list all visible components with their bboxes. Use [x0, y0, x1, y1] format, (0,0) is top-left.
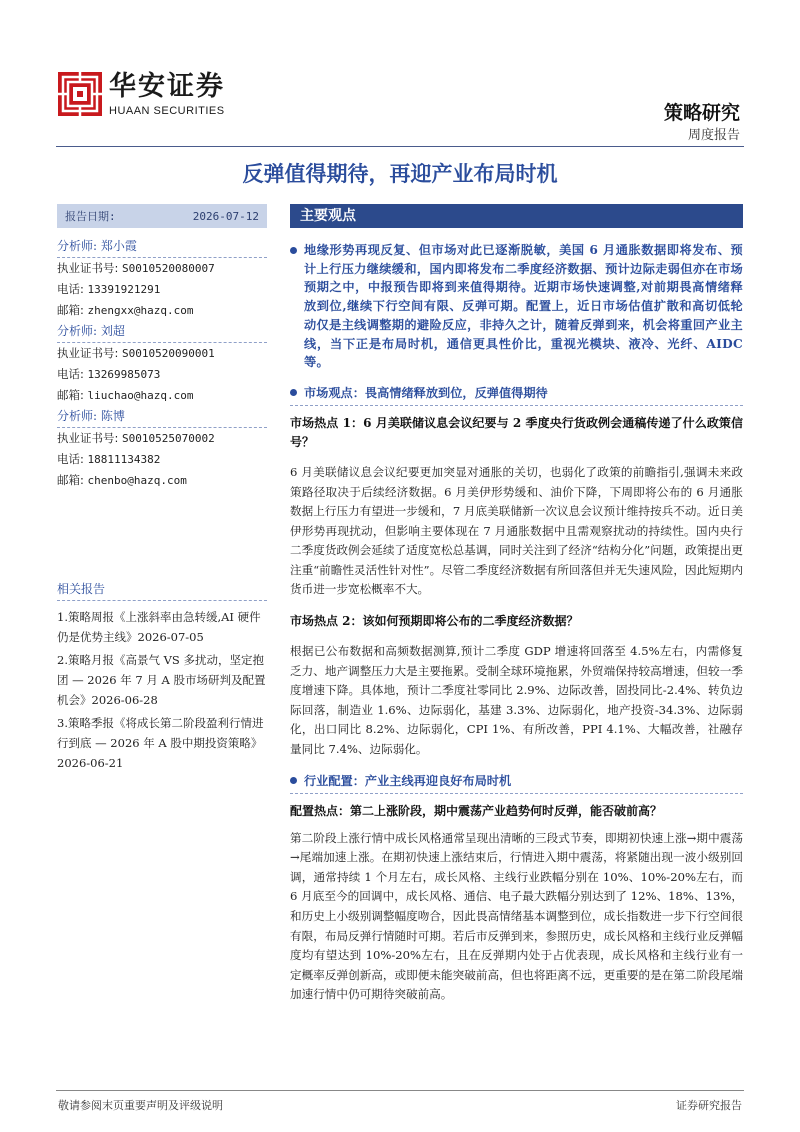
report-date-value: 2026-07-12: [192, 209, 259, 223]
dashed-divider: [290, 405, 743, 406]
company-logo: [57, 71, 225, 117]
summary-text: 地缘形势再现反复、但市场对此已逐渐脱敏，美国 6 月通胀数据即将发布、预计上行压力继续缓和，国内即将发布二季度经济数据、预计边际走弱但亦在市场预期之中，中报预告即将到来值得期待。近期市场快速调整,对前期畏高情绪释放到位,继续下行空间有限、反弹可期。配置上，近日市场估值扩散和高切低轮动仅是主线调整期的避险反应，非持久之计，随着反弹到来，机会将重回产业主线，当下正是布局时机，通信更具性价比，重视光模块、液冷、光纤、AIDC 等。: [304, 243, 743, 370]
phone-number: 13269985073: [87, 368, 161, 381]
certificate-number: S0010520080007: [122, 262, 215, 275]
hot-topic-question: 配置热点：第二上涨阶段，期中震荡产业趋势何时反弹，能否破前高？: [290, 803, 663, 818]
report-date-bar: [57, 204, 267, 228]
report-category: 策略研究: [663, 102, 740, 124]
footer-divider: [56, 1090, 744, 1091]
analyst-info: 执业证书号: S0010525070002 电话: 18811134382 邮箱: chenbo@hazq.com: [57, 431, 215, 487]
report-date-label: 报告日期:: [65, 210, 116, 223]
phone-number: 18811134382: [87, 453, 161, 466]
hot-topic-question: 市场热点 1：6 月美联储议息会议纪要与 2 季度央行货政例会通稿传递了什么政策信号？: [290, 415, 743, 449]
bullet-icon: [290, 389, 297, 396]
analyst-info: 执业证书号: S0010520090001 电话: 13269985073 邮箱: liuchao@hazq.com: [57, 346, 215, 402]
main-content: [290, 204, 743, 1005]
email-link[interactable]: chenbo@hazq.com: [87, 474, 187, 487]
phone-number: 13391921291: [87, 283, 161, 296]
hot-topic-paragraph: 6 月美联储议息会议纪要更加突显对通胀的关切，也弱化了政策的前瞻指引,强调未来政策路径取决于后续经济数据。6 月美伊形势缓和、油价下降，下周即将公布的 6 月通胀数据上行压力有望进一步缓和，7 月底美联储新一次议息会议预计维持按兵不动。近日美伊形势再现扰动，但影响主要体现在 7 月通胀数据中且需观察扰动的持续性。国内央行二季度货政例会延续了适度宽松总基调，同时关注到了经济“结构分化”问题，政策提出更注重“前瞻性灵活性针对性”。尽管二季度经济数据有所回落但并无失速风险，因此短期内货币进一步宽松概率不大。: [290, 464, 743, 597]
hot-topic-paragraph: 根据已公布数据和高频数据测算,预计二季度 GDP 增速将回落至 4.5%左右，内需修复乏力、地产调整压力大是主要拖累。受制全球环境拖累，外贸端保持较高增速，但较一季度增速下降。具体地，预计二季度社零同比 2.9%、边际改善，固投同比-2.4%、转负边际回落，制造业 1.6%、边际弱化，基建 3.3%、边际弱化，地产投资-34.3%、边际弱化，出口同比 8.2%、边际弱化，CPI 1%、有所改善，PPI 4.1%、大幅改善，社融存量同比 7.4%、边际弱化。: [290, 644, 743, 757]
analyst-heading: 分析师: 郑小霞: [57, 237, 267, 258]
email-link[interactable]: zhengxx@hazq.com: [87, 304, 194, 317]
market-view-label: 市场观点：畏高情绪释放到位，反弹值得期待: [304, 385, 548, 400]
logo-chinese-name: 华安证券: [109, 70, 225, 102]
section-title-bar: 主要观点: [290, 204, 743, 228]
left-sidebar: [57, 204, 267, 491]
related-report-link[interactable]: 2.策略月报《高景气 VS 多扰动，坚定抱团 — 2026 年 7 月 A 股市场研判及配置机会》2026-06-28: [57, 653, 266, 707]
related-report-link[interactable]: 3.策略季报《将成长第二阶段盈利行情进行到底 — 2026 年 A 股中期投资策略》2026-06-21: [57, 716, 264, 770]
report-type: 周度报告: [687, 128, 740, 143]
logo-emblem-icon: [57, 71, 103, 117]
related-report-link[interactable]: 1.策略周报《上涨斜率由急转缓,AI 硬件仍是优势主线》2026-07-05: [57, 610, 261, 644]
related-reports: [57, 580, 267, 776]
industry-label: 行业配置：产业主线再迎良好布局时机: [304, 773, 512, 788]
related-reports-heading: 相关报告: [57, 580, 267, 601]
logo-english-name: HUAAN SECURITIES: [109, 104, 225, 117]
analyst-heading: 分析师: 刘超: [57, 322, 267, 343]
market-view-heading: [290, 384, 743, 401]
dashed-divider: [290, 793, 743, 794]
footer-report-label: 证券研究报告: [676, 1099, 742, 1112]
analyst-info: 执业证书号: S0010520080007 电话: 13391921291 邮箱: zhengxx@hazq.com: [57, 261, 215, 317]
email-link[interactable]: liuchao@hazq.com: [87, 389, 194, 402]
summary-block: [290, 241, 743, 372]
bullet-icon: [290, 247, 297, 254]
page-title: 反弹值得期待，再迎产业布局时机: [242, 161, 558, 186]
hot-topic-question: 市场热点 2：该如何预期即将公布的二季度经济数据？: [290, 614, 579, 629]
industry-heading: [290, 772, 743, 789]
certificate-number: S0010525070002: [122, 432, 215, 445]
certificate-number: S0010520090001: [122, 347, 215, 360]
analyst-heading: 分析师: 陈博: [57, 407, 267, 428]
hot-topic-paragraph: 第二阶段上涨行情中成长风格通常呈现出清晰的三段式节奏，即期初快速上涨→期中震荡→尾端加速上涨。在期初快速上涨结束后，行情进入期中震荡，将紧随出现一波小级别回调，通常持续 1 个月左右，成长风格、主线行业跌幅分别在 10%、10%-20%左右，而 6 月底至今的回调中，成长风格、通信、电子最大跌幅分别达到了 12%、18%、13%，和历史上小级别调整幅度吻合，因此畏高情绪基本调整到位，成长指数进一步下行空间很有限，布局反弹行情随时可期。若后市反弹到来，参照历史，成长风格和主线行业反弹幅度均有望达到 10%-20%左右，且在反弹期内处于占优表现，成长风格和主线行业有一定概率反弹创新高，或即便未能突破前高，但也将距离不远，更重要的是在第二阶段尾端加速行情中仍可期待突破前高。: [290, 830, 743, 1002]
header-divider: [56, 146, 744, 147]
footer-disclaimer: 敬请参阅末页重要声明及评级说明: [58, 1099, 223, 1112]
bullet-icon: [290, 777, 297, 784]
